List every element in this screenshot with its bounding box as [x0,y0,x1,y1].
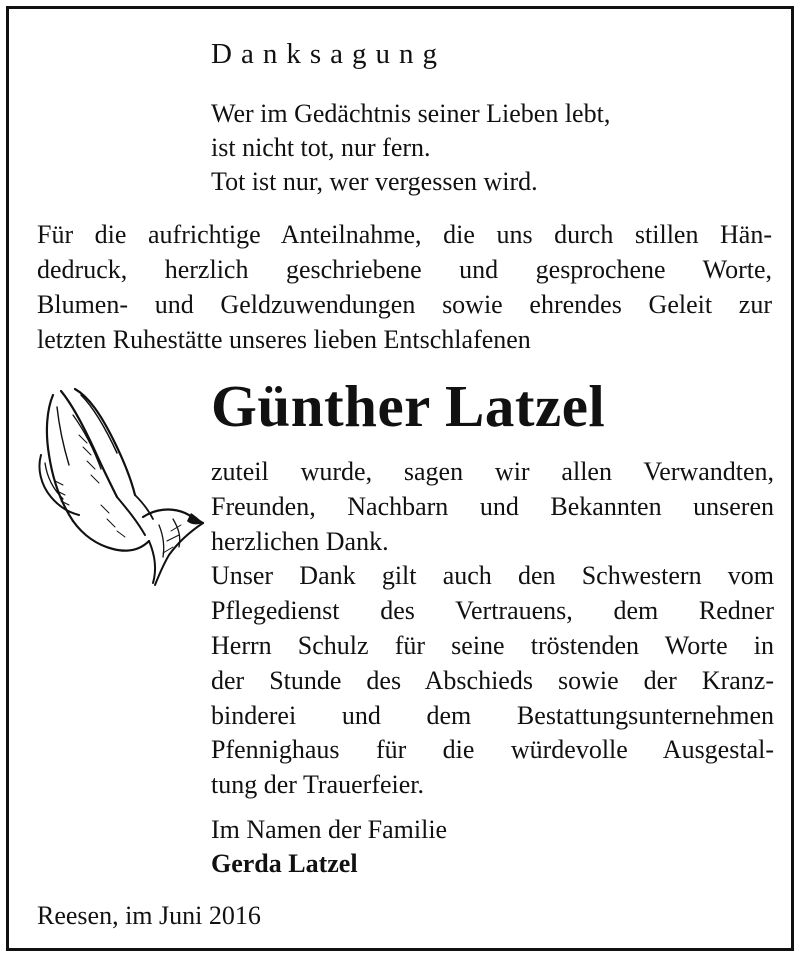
intro-paragraph [37,217,772,357]
body-line: tung der Trauerfeier. [211,770,425,800]
obituary-notice [6,6,794,951]
intro-line: Für die aufrichtige Anteilnahme, die uns durch stillen Hän- [37,220,772,249]
signer-name: Gerda Latzel [211,849,358,878]
deceased-name: Günther Latzel [211,373,606,439]
signature-line: Im Namen der Familie [211,815,448,844]
body-line: Herrn Schulz für seine tröstenden Worte in [211,630,774,660]
signature-block [211,813,447,881]
body-line: der Stunde des Abschieds sowie der Kranz- [211,665,774,695]
praying-hands-icon [31,385,207,591]
body-line: binderei und dem Bestattungsunternehmen [211,700,774,730]
intro-line: dedruck, herzlich geschriebene und gesprochene Worte, [37,255,772,284]
body-line: herzlichen Dank. [211,526,389,556]
poem-line: Tot ist nur, wer vergessen wird. [211,167,538,196]
body-line: Unser Dank gilt auch den Schwestern vom [211,561,774,591]
intro-line: Blumen- und Geldzuwendungen sowie ehrendes Geleit zur [37,290,772,319]
body-line: zuteil wurde, sagen wir allen Verwandten, [211,457,774,486]
notice-heading: Danksagung [211,38,446,70]
thanks-paragraph [211,455,774,803]
body-line: Pflegedienst des Vertrauens, dem Redner [211,596,774,626]
intro-line: letzten Ruhestätte unseres lieben Entschlafenen [37,325,531,354]
body-line: Freunden, Nachbarn und Bekannten unseren [211,491,774,521]
poem-line: ist nicht tot, nur fern. [211,133,431,162]
body-line: Pfennighaus für die würdevolle Ausgestal- [211,735,774,765]
memorial-poem [211,97,610,199]
poem-line: Wer im Gedächtnis seiner Lieben lebt, [211,99,611,128]
place-and-date: Reesen, im Juni 2016 [37,901,261,930]
